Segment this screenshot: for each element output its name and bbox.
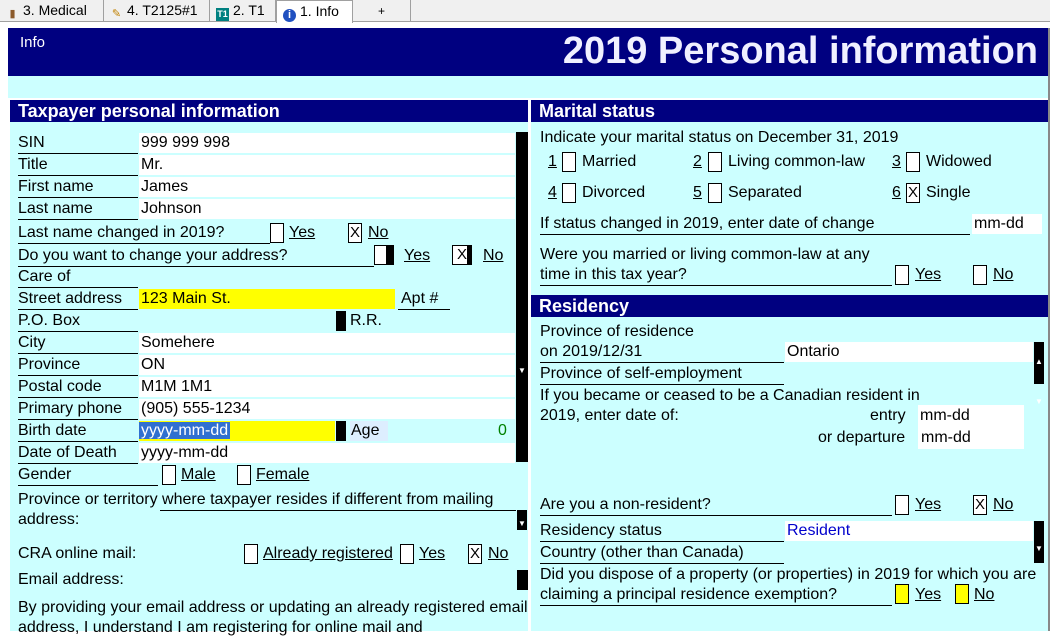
chevron-down-icon[interactable]: ▼	[1034, 521, 1044, 563]
street-address-field[interactable]: 123 Main St.	[139, 289, 395, 309]
primary-phone-label: Primary phone	[18, 399, 138, 420]
no-label: No	[368, 224, 389, 241]
tab-t1[interactable]	[210, 0, 276, 22]
marital-separated-checkbox[interactable]	[708, 183, 722, 203]
departure-label: or departure	[818, 429, 906, 446]
marital-num-1: 1	[548, 153, 557, 170]
yes-label: Yes	[404, 247, 431, 264]
marital-divorced-checkbox[interactable]	[562, 183, 576, 203]
title-label: Title	[18, 155, 138, 176]
entry-date-field[interactable]: mm-dd	[918, 405, 1024, 449]
marital-common-law-checkbox[interactable]	[708, 152, 722, 172]
marital-num-6: 6	[892, 184, 901, 201]
email-note: By providing your email address or updating an already registered email	[18, 599, 528, 616]
chevron-down-icon[interactable]: ▼	[517, 510, 527, 530]
yes-label: Yes	[915, 586, 942, 603]
birth-date-field[interactable]	[139, 421, 335, 441]
divorced-label: Divorced	[582, 184, 646, 201]
already-registered-checkbox[interactable]	[244, 544, 258, 564]
last-name-changed-no-checkbox[interactable]: X	[349, 224, 360, 241]
birth-date-label: Birth date	[18, 421, 138, 442]
marital-widowed-checkbox[interactable]	[906, 152, 920, 172]
status-changed-label: If status changed in 2019, enter date of change	[540, 214, 970, 235]
province-label: Province	[18, 355, 138, 376]
no-label: No	[488, 545, 509, 562]
apt-label: Apt #	[398, 289, 450, 310]
no-label: No	[974, 586, 995, 603]
change-address-no-checkbox[interactable]	[452, 245, 472, 265]
city-label: City	[18, 333, 138, 354]
date-of-death-label: Date of Death	[18, 443, 138, 464]
t1-icon: T1	[217, 9, 228, 19]
marital-prompt: Indicate your marital status on December 31, 2019	[540, 129, 899, 146]
male-label: Male	[181, 466, 216, 483]
pencil-icon: ✎	[111, 8, 122, 20]
female-label: Female	[256, 466, 310, 483]
add-tab-label: +	[377, 4, 385, 18]
residency-status-field[interactable]: Resident	[785, 521, 1033, 541]
header-strip	[8, 76, 1048, 98]
last-name-changed-yes-checkbox[interactable]	[270, 223, 284, 243]
email-note-2: address, I understand I am registering for online mail and	[18, 619, 423, 636]
province-residence-label-2: on 2019/12/31	[540, 342, 784, 363]
province-residence-label: Province of residence	[540, 323, 694, 340]
primary-phone-field[interactable]: (905) 555-1234	[139, 399, 515, 419]
age-value: 0	[498, 422, 507, 439]
married-tax-year-yes-checkbox[interactable]	[895, 265, 909, 285]
province-resides-label: Province or territory where taxpayer resides if different from mailing	[18, 491, 494, 508]
marital-section-title: Marital status	[531, 100, 1048, 122]
widowed-label: Widowed	[926, 153, 992, 170]
married-tax-year-q2: time in this tax year?	[540, 265, 892, 286]
page-title: 2019 Personal information	[562, 30, 1038, 72]
field-edge	[517, 570, 528, 590]
became-resident-label-2: 2019, enter date of:	[540, 407, 679, 424]
dispose-no-checkbox[interactable]	[955, 584, 969, 604]
gender-label: Gender	[18, 465, 158, 486]
tab-label: 1. Info	[300, 3, 339, 19]
already-registered-label: Already registered	[263, 545, 393, 562]
status-changed-date-field[interactable]: mm-dd	[972, 214, 1042, 234]
first-name-field[interactable]: James	[139, 177, 515, 197]
province-resides-label-2: address:	[18, 511, 80, 528]
marital-num-5: 5	[693, 184, 702, 201]
cra-no-checkbox[interactable]: X	[469, 545, 480, 562]
cra-online-mail-label: CRA online mail:	[18, 545, 137, 562]
residency-status-label: Residency status	[540, 521, 784, 542]
tab-label: 4. T2125#1	[127, 2, 198, 18]
title-field[interactable]: Mr.	[139, 155, 515, 175]
yes-label: Yes	[289, 224, 316, 241]
no-label: No	[483, 247, 504, 264]
yes-label: Yes	[419, 545, 446, 562]
sin-field[interactable]: 999 999 998	[139, 133, 515, 153]
field-edge	[336, 421, 346, 441]
common-law-label: Living common-law	[728, 153, 865, 170]
tab-bar	[0, 0, 1050, 22]
sin-label: SIN	[18, 133, 138, 154]
birth-date-selection: yyyy-mm-dd	[141, 422, 229, 439]
chevron-down-icon[interactable]: ▼	[518, 366, 526, 375]
care-of-label: Care of	[18, 267, 138, 288]
province-field[interactable]: ON	[139, 355, 515, 375]
country-label: Country (other than Canada)	[540, 543, 784, 564]
dispose-property-label: Did you dispose of a property (or properties) in 2019 for which you are	[540, 566, 1037, 583]
no-label: No	[993, 496, 1014, 513]
change-address-label: Do you want to change your address?	[18, 246, 374, 267]
married-tax-year-no-checkbox[interactable]	[973, 265, 987, 285]
married-label: Married	[582, 153, 637, 170]
tab-label: 2. T1	[233, 2, 265, 18]
marital-num-4: 4	[548, 184, 557, 201]
tab-add[interactable]	[353, 0, 411, 22]
first-name-label: First name	[18, 177, 138, 198]
non-resident-no-checkbox[interactable]: X	[974, 496, 985, 513]
tab-medical[interactable]	[0, 0, 104, 22]
rr-label: R.R.	[350, 312, 382, 329]
book-icon: ▮	[9, 8, 16, 20]
tab-t2125[interactable]	[104, 0, 210, 22]
married-tax-year-q1: Were you married or living common-law at any	[540, 246, 870, 263]
tab-label: 3. Medical	[23, 2, 87, 18]
tab-info[interactable]	[276, 0, 353, 23]
last-name-field[interactable]: Johnson	[139, 199, 515, 219]
became-resident-label: If you became or ceased to be a Canadian resident in	[540, 387, 920, 404]
po-box-label: P.O. Box	[18, 311, 138, 332]
gender-female-checkbox[interactable]	[237, 465, 251, 485]
postal-code-field[interactable]: M1M 1M1	[139, 377, 515, 397]
gender-male-checkbox[interactable]	[162, 465, 176, 485]
info-icon: i	[283, 9, 296, 22]
yes-label: Yes	[915, 266, 942, 283]
city-field[interactable]: Somehere	[139, 333, 515, 353]
dispose-yes-checkbox[interactable]	[895, 584, 909, 604]
yes-label: Yes	[915, 496, 942, 513]
page-header	[8, 28, 1048, 76]
entry-label: entry	[870, 407, 906, 424]
province-self-employment-label: Province of self-employment	[540, 364, 784, 385]
taxpayer-section-title: Taxpayer personal information	[10, 100, 528, 122]
single-label: Single	[926, 184, 971, 201]
departure-date-field[interactable]: mm-dd	[921, 429, 971, 446]
marital-num-3: 3	[892, 153, 901, 170]
date-of-death-field[interactable]: yyyy-mm-dd	[139, 443, 515, 463]
checkbox-mark: X	[456, 246, 467, 263]
non-resident-yes-checkbox[interactable]	[895, 495, 909, 515]
form-scroll-strip	[516, 132, 528, 462]
cra-yes-checkbox[interactable]	[400, 544, 414, 564]
marital-single-checkbox[interactable]: X	[907, 184, 918, 201]
province-resides-field[interactable]	[160, 510, 516, 511]
residency-section-title: Residency	[531, 295, 1048, 317]
header-small-label: Info	[20, 34, 46, 51]
dispose-property-label-2: claiming a principal residence exemption?	[540, 585, 892, 606]
marital-married-checkbox[interactable]	[562, 152, 576, 172]
email-label: Email address:	[18, 571, 124, 588]
chevron-down-icon[interactable]: ▲ ▼	[1034, 342, 1044, 384]
no-label: No	[993, 266, 1014, 283]
last-name-changed-label: Last name changed in 2019?	[18, 223, 270, 244]
postal-code-label: Postal code	[18, 377, 138, 398]
non-resident-label: Are you a non-resident?	[540, 495, 892, 516]
separated-label: Separated	[728, 184, 802, 201]
change-address-yes-checkbox[interactable]	[374, 245, 394, 265]
checkbox-edge	[386, 246, 393, 264]
last-name-label: Last name	[18, 199, 138, 220]
marital-num-2: 2	[693, 153, 702, 170]
field-edge	[336, 311, 346, 331]
age-label: Age	[350, 421, 388, 441]
street-address-label: Street address	[18, 289, 138, 310]
checkbox-edge	[467, 246, 471, 264]
province-residence-field[interactable]: Ontario	[785, 342, 1033, 362]
